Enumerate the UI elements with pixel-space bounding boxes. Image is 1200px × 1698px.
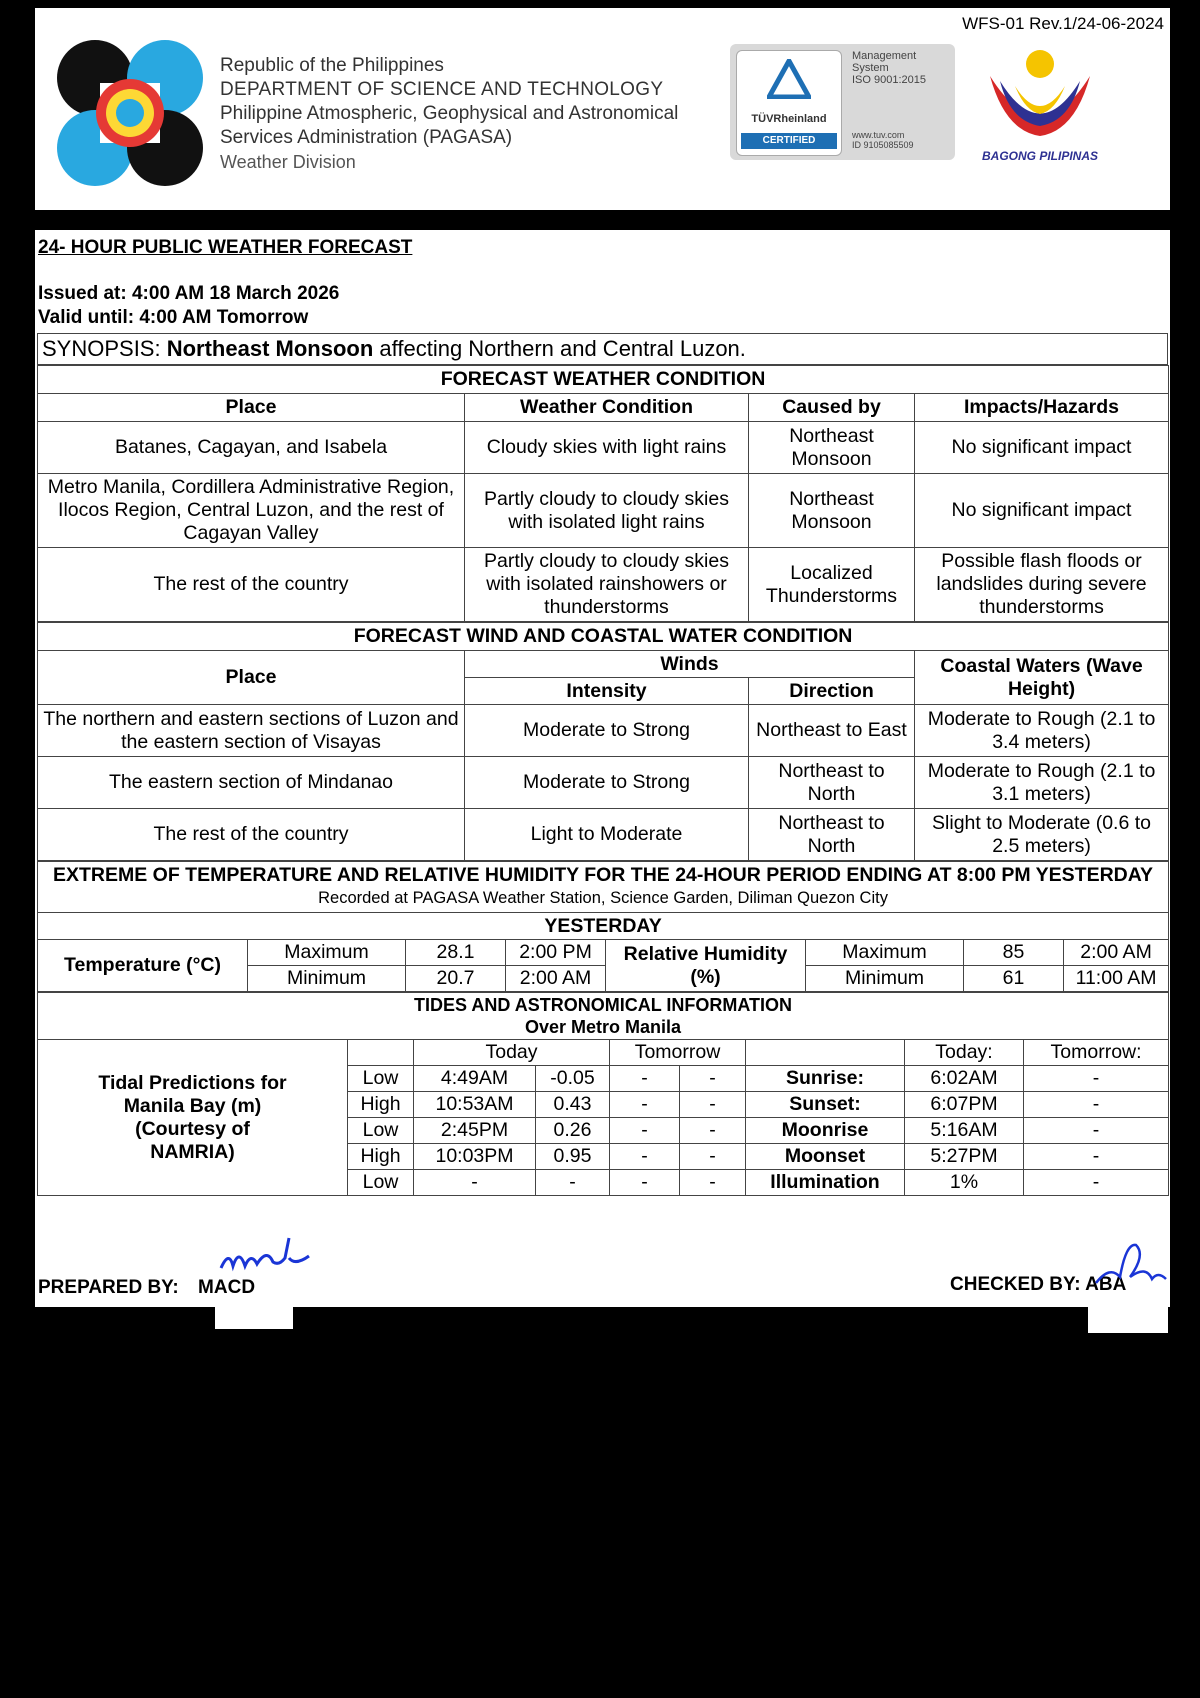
astro-today: 6:07PM bbox=[905, 1092, 1024, 1118]
tide-time-today: 10:03PM bbox=[414, 1144, 536, 1170]
extremes-table bbox=[37, 861, 1169, 992]
table-row bbox=[38, 422, 1169, 474]
signature-tab-left bbox=[215, 1307, 293, 1329]
issued-label: Issued at: bbox=[38, 283, 127, 304]
bagong-pilipinas-label: BAGONG PILIPINAS bbox=[981, 149, 1098, 163]
certified-stamp: CERTIFIED bbox=[741, 133, 837, 149]
tide-time-tomorrow: - bbox=[610, 1144, 680, 1170]
yesterday-label: YESTERDAY bbox=[38, 913, 1169, 940]
bagong-pilipinas-logo bbox=[975, 36, 1105, 146]
tuv-triangle-icon bbox=[767, 59, 811, 99]
tide-time-tomorrow: - bbox=[610, 1066, 680, 1092]
astro-today: 1% bbox=[905, 1170, 1024, 1196]
wind-place: The rest of the country bbox=[38, 809, 465, 861]
table-row bbox=[38, 809, 1169, 861]
wind-section-title: FORECAST WIND AND COASTAL WATER CONDITION bbox=[38, 623, 1169, 651]
temperature-label: Temperature (°C) bbox=[38, 940, 248, 992]
table-row bbox=[38, 474, 1169, 548]
tides-subtitle: Over Metro Manila bbox=[525, 1017, 682, 1037]
astro-today: 6:02AM bbox=[905, 1066, 1024, 1092]
wave-height: Slight to Moderate (0.6 to 2.5 meters) bbox=[915, 809, 1169, 861]
table-row bbox=[38, 940, 1169, 966]
tides-table bbox=[37, 992, 1169, 1196]
issued-value: 4:00 AM 18 March 2026 bbox=[131, 283, 340, 304]
tide-height-tomorrow: - bbox=[680, 1118, 746, 1144]
rh-min-label: Minimum bbox=[806, 966, 964, 992]
wind-direction: Northeast to East bbox=[749, 705, 915, 757]
pagasa-line-2: Services Administration (PAGASA) bbox=[220, 127, 513, 148]
tide-height-tomorrow: - bbox=[680, 1144, 746, 1170]
synopsis-table bbox=[37, 333, 1168, 365]
tuv-brand: TÜVRheinland bbox=[751, 113, 827, 125]
wind-intensity: Light to Moderate bbox=[465, 809, 749, 861]
weather-place: The rest of the country bbox=[38, 548, 465, 622]
wind-place: The northern and eastern sections of Luzon and the eastern section of Visayas bbox=[38, 705, 465, 757]
tide-height-today: 0.43 bbox=[536, 1092, 610, 1118]
astro-label: Moonrise bbox=[746, 1118, 905, 1144]
synopsis-label: SYNOPSIS: bbox=[42, 336, 161, 361]
tide-time-today: 10:53AM bbox=[414, 1092, 536, 1118]
weather-header-cause: Caused by bbox=[749, 394, 915, 422]
astro-header-today: Today: bbox=[905, 1040, 1024, 1066]
wind-intensity: Moderate to Strong bbox=[465, 705, 749, 757]
tides-title: TIDES AND ASTRONOMICAL INFORMATION bbox=[414, 995, 793, 1015]
letterhead bbox=[35, 8, 1170, 210]
tide-header-tomorrow: Tomorrow bbox=[610, 1040, 746, 1066]
forecast-tables bbox=[37, 333, 1168, 1196]
prepared-signature bbox=[215, 1236, 325, 1276]
tide-type: Low bbox=[348, 1170, 414, 1196]
wind-header-coastal: Coastal Waters (Wave Height) bbox=[915, 651, 1169, 705]
checked-label: CHECKED BY: bbox=[950, 1274, 1081, 1295]
wind-header-intensity: Intensity bbox=[465, 678, 749, 705]
signature-tab-right bbox=[1088, 1307, 1168, 1333]
forecast-document bbox=[35, 230, 1170, 1307]
astro-label: Illumination bbox=[746, 1170, 905, 1196]
weather-section-title: FORECAST WEATHER CONDITION bbox=[38, 366, 1169, 394]
badge-id: ID 9105085509 bbox=[852, 140, 914, 150]
tide-height-tomorrow: - bbox=[680, 1066, 746, 1092]
weather-header-condition: Weather Condition bbox=[465, 394, 749, 422]
humidity-label: Relative Humidity (%) bbox=[606, 940, 806, 992]
astro-header-tomorrow: Tomorrow: bbox=[1024, 1040, 1169, 1066]
astro-tomorrow: - bbox=[1024, 1170, 1169, 1196]
wind-header-place: Place bbox=[38, 651, 465, 705]
astro-blank-header bbox=[746, 1040, 905, 1066]
checked-signature bbox=[1090, 1235, 1170, 1295]
wind-place: The eastern section of Mindanao bbox=[38, 757, 465, 809]
tides-header bbox=[38, 993, 1169, 1040]
table-row bbox=[38, 757, 1169, 809]
astro-label: Sunrise: bbox=[746, 1066, 905, 1092]
weather-impact: No significant impact bbox=[915, 474, 1169, 548]
tide-height-today: - bbox=[536, 1170, 610, 1196]
astro-tomorrow: - bbox=[1024, 1092, 1169, 1118]
weather-condition: Cloudy skies with light rains bbox=[465, 422, 749, 474]
astro-tomorrow: - bbox=[1024, 1118, 1169, 1144]
pagasa-logo bbox=[55, 38, 205, 188]
temp-min-time: 2:00 AM bbox=[506, 966, 606, 992]
republic-line: Republic of the Philippines bbox=[220, 55, 444, 76]
astro-today: 5:16AM bbox=[905, 1118, 1024, 1144]
weather-condition: Partly cloudy to cloudy skies with isolated rainshowers or thunderstorms bbox=[465, 548, 749, 622]
pagasa-line-1: Philippine Atmospheric, Geophysical and Astronomical bbox=[220, 103, 679, 124]
temp-max-label: Maximum bbox=[248, 940, 406, 966]
weather-condition: Partly cloudy to cloudy skies with isolated light rains bbox=[465, 474, 749, 548]
wind-direction: Northeast to North bbox=[749, 809, 915, 861]
weather-condition-table bbox=[37, 365, 1169, 622]
tide-type: Low bbox=[348, 1066, 414, 1092]
prepared-label: PREPARED BY: bbox=[38, 1277, 179, 1298]
weather-impact: No significant impact bbox=[915, 422, 1169, 474]
tide-height-tomorrow: - bbox=[680, 1170, 746, 1196]
tide-time-today: 4:49AM bbox=[414, 1066, 536, 1092]
extremes-header bbox=[38, 862, 1169, 913]
tide-time-today: 2:45PM bbox=[414, 1118, 536, 1144]
badge-url: www.tuv.com bbox=[852, 130, 905, 140]
prepared-initials: MACD bbox=[198, 1277, 256, 1298]
tidal-predictions-label: Tidal Predictions for Manila Bay (m) (Courtesy of NAMRIA) bbox=[38, 1040, 348, 1196]
weather-cause: Northeast Monsoon bbox=[749, 422, 915, 474]
temp-max-value: 28.1 bbox=[406, 940, 506, 966]
temp-min-value: 20.7 bbox=[406, 966, 506, 992]
wind-direction: Northeast to North bbox=[749, 757, 915, 809]
iso-certification-badge bbox=[730, 44, 955, 160]
tide-type: High bbox=[348, 1092, 414, 1118]
wind-coastal-table bbox=[37, 622, 1169, 861]
tide-time-tomorrow: - bbox=[610, 1092, 680, 1118]
tide-height-tomorrow: - bbox=[680, 1092, 746, 1118]
astro-label: Sunset: bbox=[746, 1092, 905, 1118]
wind-intensity: Moderate to Strong bbox=[465, 757, 749, 809]
division-line: Weather Division bbox=[220, 152, 356, 172]
temp-max-time: 2:00 PM bbox=[506, 940, 606, 966]
tide-header-today: Today bbox=[414, 1040, 610, 1066]
tide-height-today: -0.05 bbox=[536, 1066, 610, 1092]
weather-impact: Possible flash floods or landslides during severe thunderstorms bbox=[915, 548, 1169, 622]
tide-time-today: - bbox=[414, 1170, 536, 1196]
tide-height-today: 0.95 bbox=[536, 1144, 610, 1170]
tide-time-tomorrow: - bbox=[610, 1170, 680, 1196]
temp-min-label: Minimum bbox=[248, 966, 406, 992]
valid-label: Valid until: bbox=[38, 307, 135, 328]
wind-header-direction: Direction bbox=[749, 678, 915, 705]
rh-min-value: 61 bbox=[964, 966, 1064, 992]
badge-side-2: System bbox=[852, 62, 889, 74]
tide-type: Low bbox=[348, 1118, 414, 1144]
weather-place: Metro Manila, Cordillera Administrative Region, Ilocos Region, Central Luzon, and the rest of Cagayan Valley bbox=[38, 474, 465, 548]
tide-type: High bbox=[348, 1144, 414, 1170]
tide-blank-header bbox=[348, 1040, 414, 1066]
tide-height-today: 0.26 bbox=[536, 1118, 610, 1144]
table-row bbox=[38, 705, 1169, 757]
synopsis-text: affecting Northern and Central Luzon. bbox=[379, 336, 746, 361]
astro-label: Moonset bbox=[746, 1144, 905, 1170]
tide-time-tomorrow: - bbox=[610, 1118, 680, 1144]
valid-value: 4:00 AM Tomorrow bbox=[139, 307, 309, 328]
rh-min-time: 11:00 AM bbox=[1064, 966, 1169, 992]
weather-header-impacts: Impacts/Hazards bbox=[915, 394, 1169, 422]
extremes-title: EXTREME OF TEMPERATURE AND RELATIVE HUMIDITY FOR THE 24-HOUR PERIOD ENDING AT 8:00 PM YESTERDAY bbox=[53, 864, 1154, 886]
prepared-by bbox=[38, 1277, 255, 1299]
rh-max-value: 85 bbox=[964, 940, 1064, 966]
rh-max-time: 2:00 AM bbox=[1064, 940, 1169, 966]
wave-height: Moderate to Rough (2.1 to 3.1 meters) bbox=[915, 757, 1169, 809]
wind-header-winds: Winds bbox=[465, 651, 915, 678]
badge-side-3: ISO 9001:2015 bbox=[852, 74, 927, 86]
badge-side-1: Management bbox=[852, 50, 917, 62]
department-line: DEPARTMENT OF SCIENCE AND TECHNOLOGY bbox=[220, 79, 664, 100]
extremes-subtitle: Recorded at PAGASA Weather Station, Science Garden, Diliman Quezon City bbox=[318, 889, 888, 907]
checked-initials: ABA bbox=[1085, 1274, 1127, 1295]
synopsis bbox=[38, 334, 1168, 365]
astro-tomorrow: - bbox=[1024, 1066, 1169, 1092]
astro-tomorrow: - bbox=[1024, 1144, 1169, 1170]
weather-cause: Localized Thunderstorms bbox=[749, 548, 915, 622]
table-row bbox=[38, 548, 1169, 622]
weather-cause: Northeast Monsoon bbox=[749, 474, 915, 548]
valid-line bbox=[38, 307, 308, 329]
astro-today: 5:27PM bbox=[905, 1144, 1024, 1170]
synopsis-system: Northeast Monsoon bbox=[166, 336, 374, 361]
wave-height: Moderate to Rough (2.1 to 3.4 meters) bbox=[915, 705, 1169, 757]
weather-place: Batanes, Cagayan, and Isabela bbox=[38, 422, 465, 474]
document-code: WFS-01 Rev.1/24-06-2024 bbox=[962, 14, 1164, 33]
rh-max-label: Maximum bbox=[806, 940, 964, 966]
agency-name-block bbox=[220, 54, 678, 174]
weather-header-place: Place bbox=[38, 394, 465, 422]
forecast-title: 24- HOUR PUBLIC WEATHER FORECAST bbox=[38, 237, 413, 258]
issued-line bbox=[38, 283, 339, 305]
